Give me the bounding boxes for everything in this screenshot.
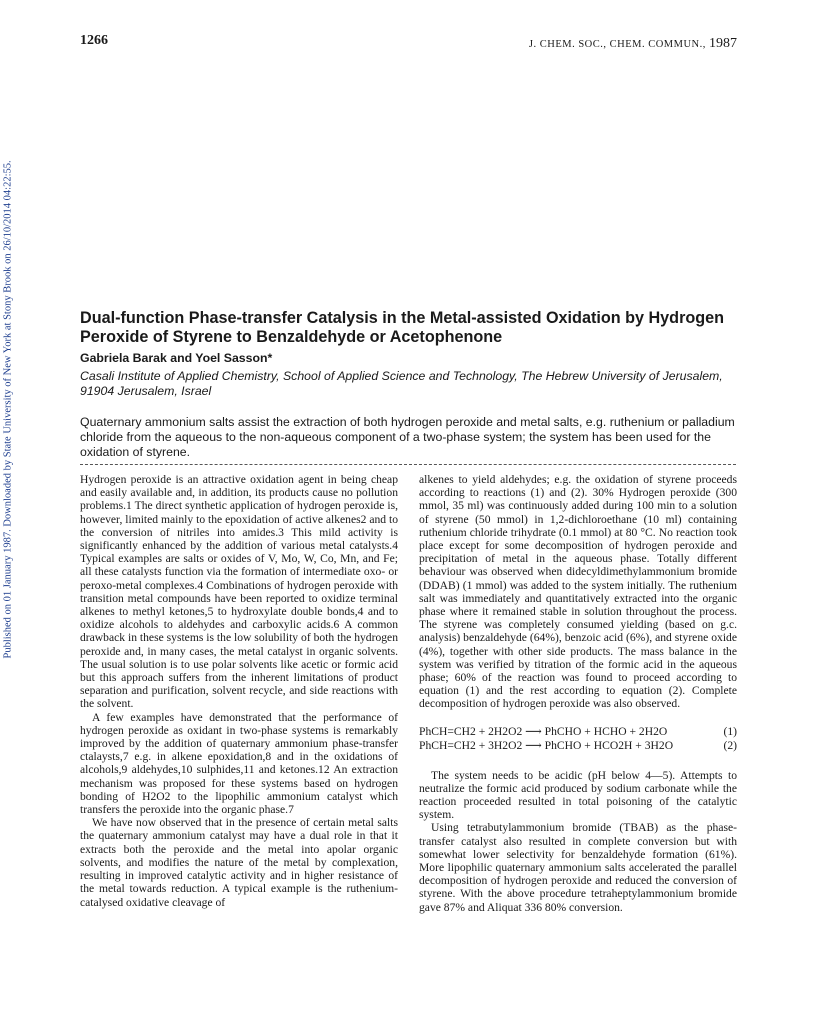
journal-year: 1987	[709, 36, 737, 51]
equation-2	[419, 739, 737, 753]
journal-name: J. CHEM. SOC., CHEM. COMMUN.,	[528, 39, 706, 50]
equation-1	[419, 725, 737, 739]
equation-expression: PhCH=CH2 + 2H2O2 ⟶ PhCHO + HCHO + 2H2O	[419, 724, 668, 738]
article-affiliation: Casali Institute of Applied Chemistry, School of Applied Science and Technology, The Hebrew University of Jerusalem, 91904 Jerusalem, Israel	[80, 369, 723, 398]
body-paragraph: alkenes to yield aldehydes; e.g. the oxidation of styrene proceeds according to reactions (1) and (2). 30% Hydrogen peroxide (300 mmol, 35 ml) was continuously added during 100 min to a solution of styrene (50 mmol) in 1,2-dichloroethane (10 ml) containing ruthenium chloride trihydrate (0.1 mmol) at 80 °C. No reaction took place except for some decomposition of hydrogen peroxide and precipitation of metal in the aqueous phase. Totally different behaviour was observed when didecyldimethylammonium bromide (DDAB) (1 mmol) was added to the system initially. The ruthenium salt was immediately and quantitatively extracted into the organic phase where it remained stable in solution throughout the process. The styrene was completely consumed yielding (based on g.c. analysis) benzaldehyde (64%), benzoic acid (6%), and styrene oxide (4%), together with other side products. The mass balance in the system was verified by titration of the formic acid in the aqueous phase; 60% of the reaction was found to proceed according to equation (1) and the rest according to equation (2). Complete decomposition of hydrogen peroxide was also observed.	[419, 473, 737, 711]
body-paragraph: We have now observed that in the presence of certain metal salts the quaternary ammonium catalyst may have a dual role in that it extracts both the peroxide and the metal into apolar organic solvents, and modifies the nature of the metal by complexation, resulting in improved catalytic activity and in higher resistance of the metal towards reduction. A typical example is the ruthenium-catalysed oxidative cleavage of	[80, 816, 398, 909]
equation-block	[419, 725, 737, 753]
body-paragraph: A few examples have demonstrated that the performance of hydrogen peroxide as oxidant in two-phase systems is remarkably improved by the addition of quaternary ammonium phase-transfer ctalaysts,7 e.g. in alkene epoxidation,8 and in the oxidations of alcohols,9 aldehydes,10 sulphides,11 and ketones.12 An extraction mechanism was proposed for these systems based on hydrogen bonding of H2O2 to the lipophilic ammonium catalyst which transfers the peroxide into the organic phase.7	[80, 710, 398, 817]
body-right-column	[419, 473, 737, 914]
download-watermark[interactable]: Published on 01 January 1987. Downloaded by State University of New York at Stony Brook on 26/10/2014 04:22:55.	[2, 160, 14, 659]
article-authors: Gabriela Barak and Yoel Sasson*	[80, 351, 273, 365]
abstract-divider	[80, 464, 736, 465]
page-number: 1266	[80, 33, 108, 48]
body-paragraph: The system needs to be acidic (pH below 4—5). Attempts to neutralize the formic acid produced by sodium carbonate while the reaction proceeded resulted in total poisoning of the catalytic system.	[419, 768, 737, 822]
body-paragraph: Using tetrabutylammonium bromide (TBAB) as the phase-transfer catalyst also resulted in complete conversion but with somewhat lower selectivity for benzaldehyde formation (61%). More lipophilic quaternary ammonium salts accelerated the parallel decomposition of hydrogen peroxide and reduced the conversion of styrene. With the above procedure tetraheptylammonium bromide gave 87% and Aliquat 336 80% conversion.	[419, 821, 737, 914]
equation-expression: PhCH=CH2 + 3H2O2 ⟶ PhCHO + HCO2H + 3H2O	[419, 738, 674, 752]
body-paragraph: Hydrogen peroxide is an attractive oxidation agent in being cheap and easily available and, in addition, its products cause no pollution problems.1 The direct synthetic application of hydrogen peroxide is, however, limited mainly to the epoxidation of active alkenes2 and to the conversion of nitriles into amides.3 This mild activity is significantly enhanced by the addition of various metal catalysts.4 Typical examples are salts or oxides of V, Mo, W, Co, Mn, and Fe; all these catalysts function via the formation of intermediate oxo- or peroxo-metal complexes.4 Combinations of hydrogen peroxide with transition metal compounds have been reported to oxidize terminal alkenes to methyl ketones,5 to hydroxylate double bonds,4 and to oxidize alcohols to aldehydes and carboxylic acids.6 A common drawback in these systems is the low solubility of both the hydrogen peroxide and, in many cases, the metal catalyst in organic solvents. The usual solution is to use polar solvents like acetic or formic acid but this approach suffers from the inherent limitations of product separation and purification, solvent recycle, and side reactions with the solvent.	[80, 473, 398, 711]
article-abstract: Quaternary ammonium salts assist the extraction of both hydrogen peroxide and metal salts, e.g. ruthenium or palladium chloride from the aqueous to the non-aqueous component of a two-phase system; the system has been used for the oxidation of styrene.	[80, 415, 735, 459]
equation-number: (2)	[723, 738, 737, 752]
body-left-column	[80, 473, 398, 909]
running-head	[529, 36, 737, 52]
article-title: Dual-function Phase-transfer Catalysis in the Metal-assisted Oxidation by Hydrogen Peroxide of Styrene to Benzaldehyde or Acetophenone	[80, 309, 725, 346]
equation-number: (1)	[723, 724, 737, 738]
